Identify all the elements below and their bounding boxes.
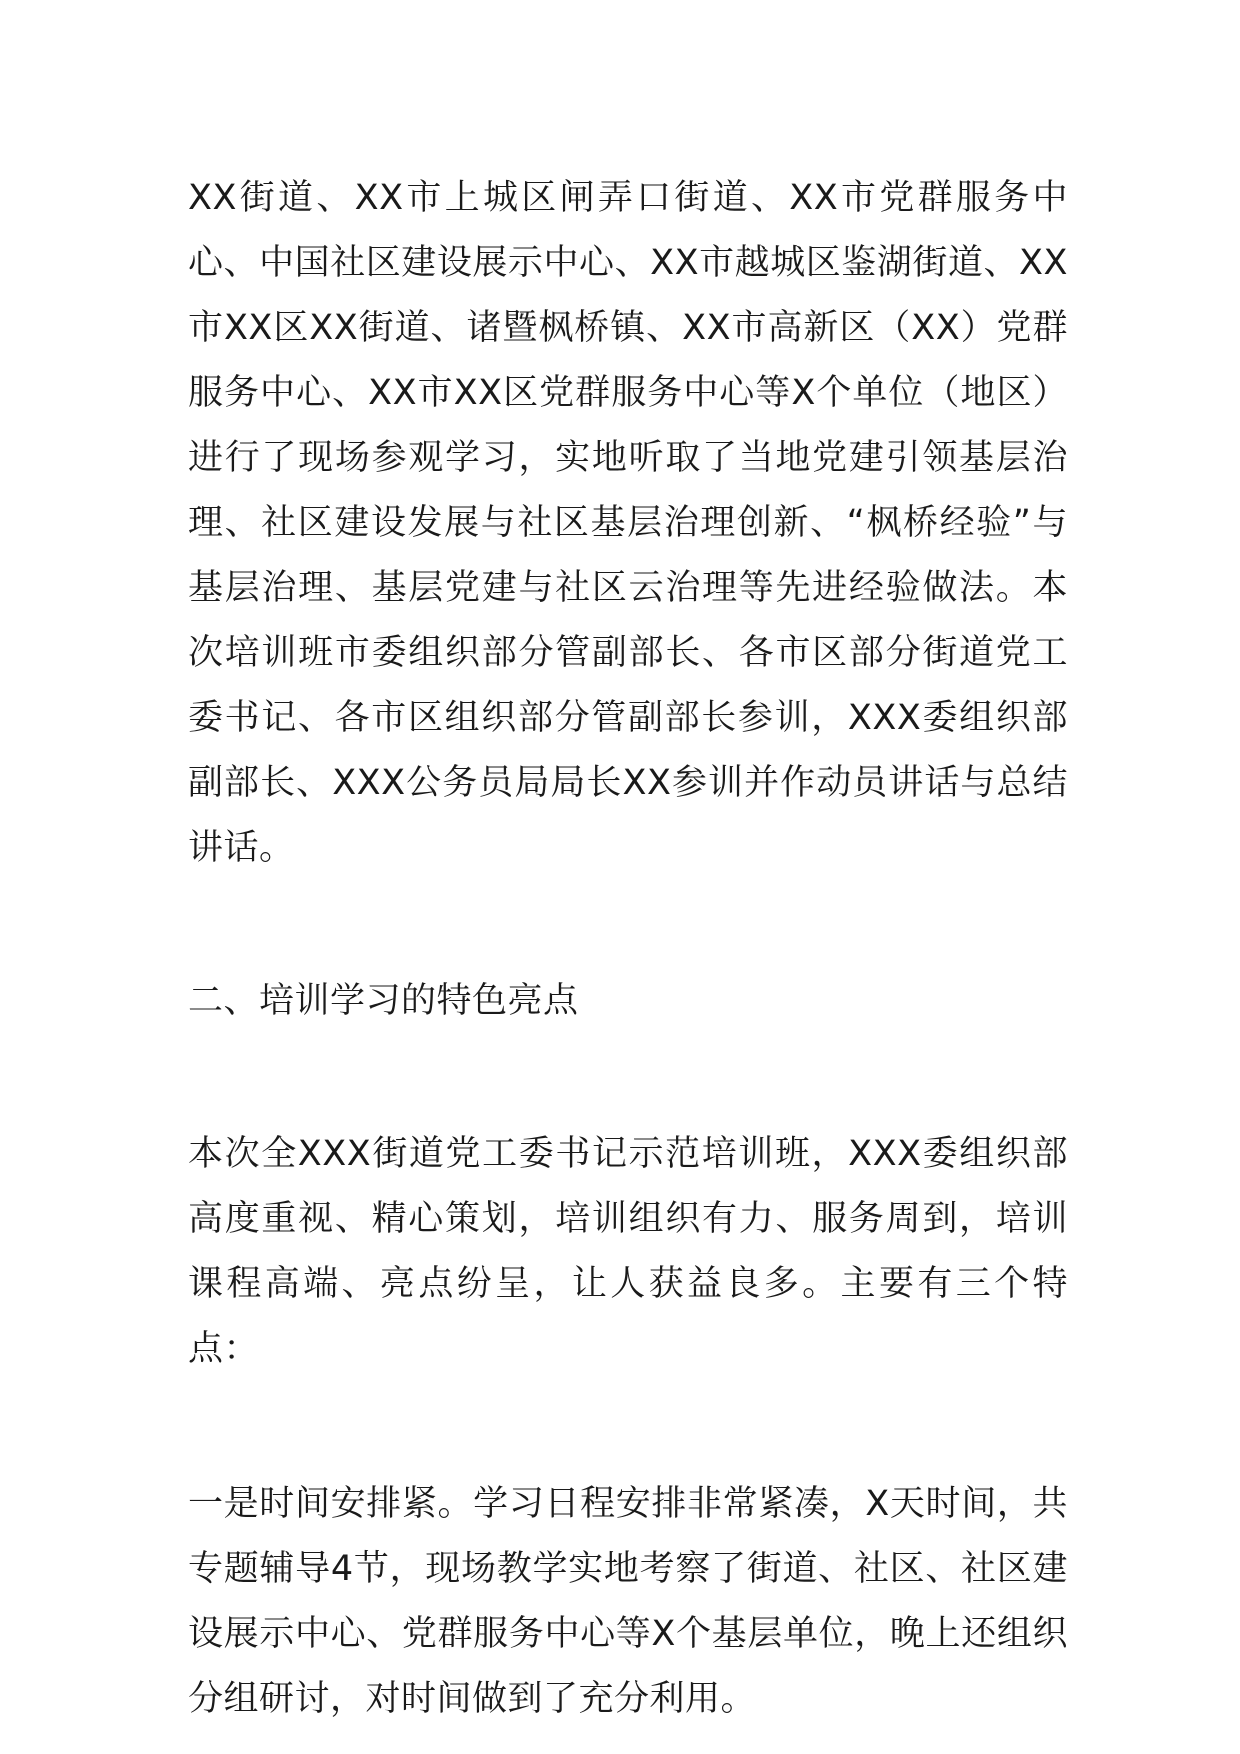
document-page <box>188 166 1068 1732</box>
body-paragraph-site-visits: XX街道、XX市上城区闸弄口街道、XX市党群服务中心、中国社区建设展示中心、XX市越城区鉴湖街道、XX市XX区XX街道、诸暨枫桥镇、XX市高新区（XX）党群服务中心、XX市XX区党群服务中心等X个单位（地区）进行了现场参观学习，实地听取了当地党建引领基层治理、社区建设发展与社区基层治理创新、“枫桥经验”与基层治理、基层党建与社区云治理等先进经验做法。本次培训班市委组织部分管副部长、各市区部分街道党工委书记、各市区组织部分管副部长参训，XXX委组织部副部长、XXX公务员局局长XX参训并作动员讲话与总结讲话。 <box>188 178 1068 868</box>
body-paragraph-schedule: 一是时间安排紧。学习日程安排非常紧凑，X天时间，共专题辅导4节，现场教学实地考察了街道、社区、社区建设展示中心、党群服务中心等X个基层单位，晚上还组织分组研讨，对时间做到了充分利用。 <box>188 1484 1068 1719</box>
body-paragraph-highlights-intro: 本次全XXX街道党工委书记示范培训班，XXX委组织部高度重视、精心策划，培训组织有力、服务周到，培训课程高端、亮点纷呈，让人获益良多。主要有三个特点： <box>188 1134 1068 1369</box>
section-heading: 二、培训学习的特色亮点 <box>188 981 579 1021</box>
